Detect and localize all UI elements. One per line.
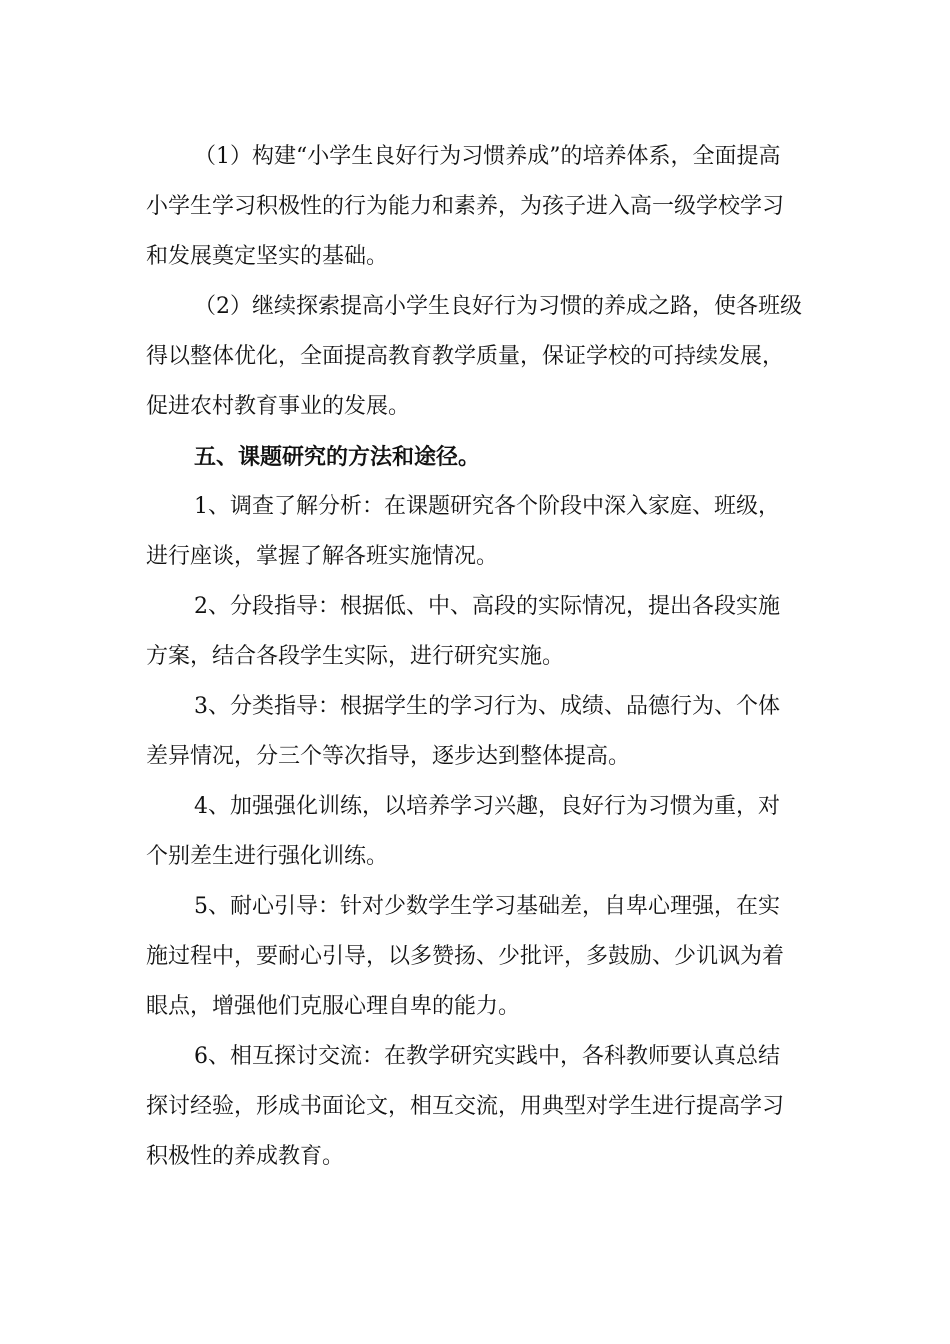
paragraph [146,132,806,282]
text-line: （1）构建“小学生良好行为习惯养成”的培养体系，全面提高 [194,144,781,169]
text-line: 2、分段指导：根据低、中、高段的实际情况，提出各段实施 [194,594,780,619]
text-line: 施过程中，要耐心引导，以多赞扬、少批评，多鼓励、少讥讽为着 [146,944,785,969]
text-line: 4、加强强化训练，以培养学习兴趣，良好行为习惯为重，对 [194,794,780,819]
paragraph [146,882,806,1032]
text-line: 小学生学习积极性的行为能力和素养，为孩子进入高一级学校学习 [146,194,785,219]
text-line: 促进农村教育事业的发展。 [146,394,411,419]
text-line: 个别差生进行强化训练。 [146,844,389,869]
text-line: 得以整体优化，全面提高教育教学质量，保证学校的可持续发展， [146,344,785,369]
text-line: 3、分类指导：根据学生的学习行为、成绩、品德行为、个体 [194,694,780,719]
paragraph [146,282,806,432]
section-heading [146,432,806,482]
text-line: 眼点，增强他们克服心理自卑的能力。 [146,994,521,1019]
paragraph [146,682,806,782]
text-line: 五、课题研究的方法和途径。 [194,444,481,470]
text-line: 积极性的养成教育。 [146,1144,345,1169]
document-body [146,132,806,1182]
paragraph [146,782,806,882]
text-line: 和发展奠定坚实的基础。 [146,244,389,269]
text-line: 5、耐心引导：针对少数学生学习基础差，自卑心理强，在实 [194,894,780,919]
text-line: 1、调查了解分析：在课题研究各个阶段中深入家庭、班级， [194,494,780,519]
text-line: 探讨经验，形成书面论文，相互交流，用典型对学生进行提高学习 [146,1094,785,1119]
paragraph [146,582,806,682]
text-line: 6、相互探讨交流：在教学研究实践中，各科教师要认真总结 [194,1044,780,1069]
text-line: 进行座谈，掌握了解各班实施情况。 [146,544,499,569]
text-line: 差异情况，分三个等次指导，逐步达到整体提高。 [146,744,631,769]
paragraph [146,1032,806,1182]
paragraph [146,482,806,582]
text-line: 方案，结合各段学生实际，进行研究实施。 [146,644,565,669]
text-line: （2）继续探索提高小学生良好行为习惯的养成之路，使各班级 [194,294,802,319]
